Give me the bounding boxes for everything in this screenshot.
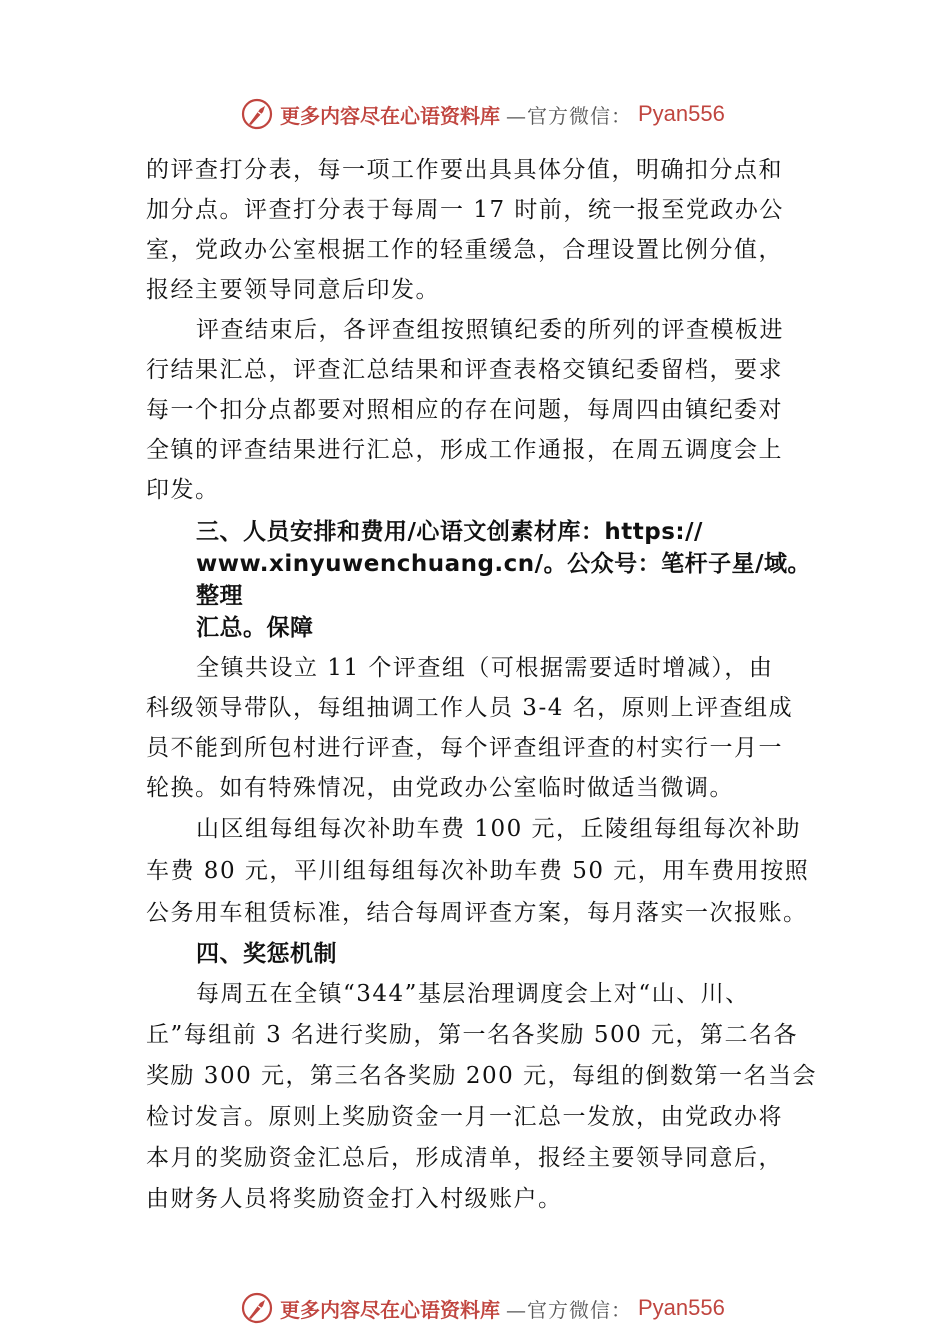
- text-line: 员不能到所包村进行评查，每个评查组评查的村实行一月一: [146, 735, 783, 761]
- heading-line: 三、人员安排和费用/心语文创素材库：https://: [196, 519, 703, 545]
- heading-line: www.xinyuwenchuang.cn/。公众号：笔杆子星/域。整理: [196, 551, 811, 609]
- heading-line: 四、奖惩机制: [196, 941, 337, 967]
- paragraph-review-groups: [146, 648, 826, 808]
- text-line: 车费 80 元，平川组每组每次补助车费 50 元，用车费用按照: [146, 858, 810, 884]
- text-line: 科级领导带队，每组抽调工作人员 3-4 名，原则上评查组成: [146, 695, 794, 721]
- banner-wechat-label: —官方微信：: [506, 103, 632, 128]
- text-line: 由财务人员将奖励资金打入村级账户。: [146, 1186, 563, 1212]
- text-line: 公务用车租赁标准，结合每周评查方案，每月落实一次报账。: [146, 900, 808, 926]
- pen-nib-logo-icon: [240, 97, 274, 131]
- text-line: 轮换。如有特殊情况，由党政办公室临时做适当微调。: [146, 775, 734, 801]
- section-heading-staffing: [146, 516, 826, 644]
- text-line: 室，党政办公室根据工作的轻重缓急，合理设置比例分值，: [146, 237, 783, 263]
- banner-title: 更多内容尽在心语资料库: [280, 1297, 500, 1322]
- banner-wechat-id: Pyan556: [638, 101, 725, 126]
- banner-wechat-id: Pyan556: [638, 1295, 725, 1320]
- header-banner: [240, 96, 725, 132]
- paragraph-rewards: [146, 974, 826, 1220]
- text-line: 加分点。评查打分表于每周一 17 时前，统一报至党政办公: [146, 197, 784, 223]
- text-line: 全镇的评查结果进行汇总，形成工作通报，在周五调度会上: [146, 437, 783, 463]
- text-line: 每一个扣分点都要对照相应的存在问题，每周四由镇纪委对: [146, 397, 783, 423]
- text-line: 每周五在全镇“344”基层治理调度会上对“山、川、: [196, 981, 750, 1007]
- text-line: 印发。: [146, 477, 220, 503]
- section-heading-rewards: [146, 934, 826, 974]
- paragraph-scoring-table: [146, 150, 826, 310]
- text-line: 全镇共设立 11 个评查组（可根据需要适时增减），由: [196, 655, 774, 681]
- text-line: 本月的奖励资金汇总后，形成清单，报经主要领导同意后，: [146, 1145, 783, 1171]
- paragraph-travel-allowance: [146, 808, 826, 934]
- pen-nib-logo-icon: [240, 1291, 274, 1325]
- text-line: 检讨发言。原则上奖励资金一月一汇总一发放，由党政办将: [146, 1104, 783, 1130]
- text-line: 奖励 300 元，第三名各奖励 200 元，每组的倒数第一名当会: [146, 1063, 818, 1089]
- banner-wechat-label: —官方微信：: [506, 1297, 632, 1322]
- heading-line: 汇总。保障: [196, 615, 314, 641]
- text-line: 的评查打分表，每一项工作要出具具体分值，明确扣分点和: [146, 157, 783, 183]
- document-body: [146, 150, 826, 1220]
- text-line: 报经主要领导同意后印发。: [146, 277, 440, 303]
- paragraph-review-summary: [146, 310, 826, 510]
- banner-title: 更多内容尽在心语资料库: [280, 103, 500, 128]
- text-line: 行结果汇总，评查汇总结果和评查表格交镇纪委留档，要求: [146, 357, 783, 383]
- text-line: 丘”每组前 3 名进行奖励，第一名各奖励 500 元，第二名各: [146, 1022, 799, 1048]
- text-line: 评查结束后，各评查组按照镇纪委的所列的评查模板进: [196, 317, 784, 343]
- text-line: 山区组每组每次补助车费 100 元，丘陵组每组每次补助: [196, 816, 802, 842]
- footer-banner: [240, 1290, 725, 1326]
